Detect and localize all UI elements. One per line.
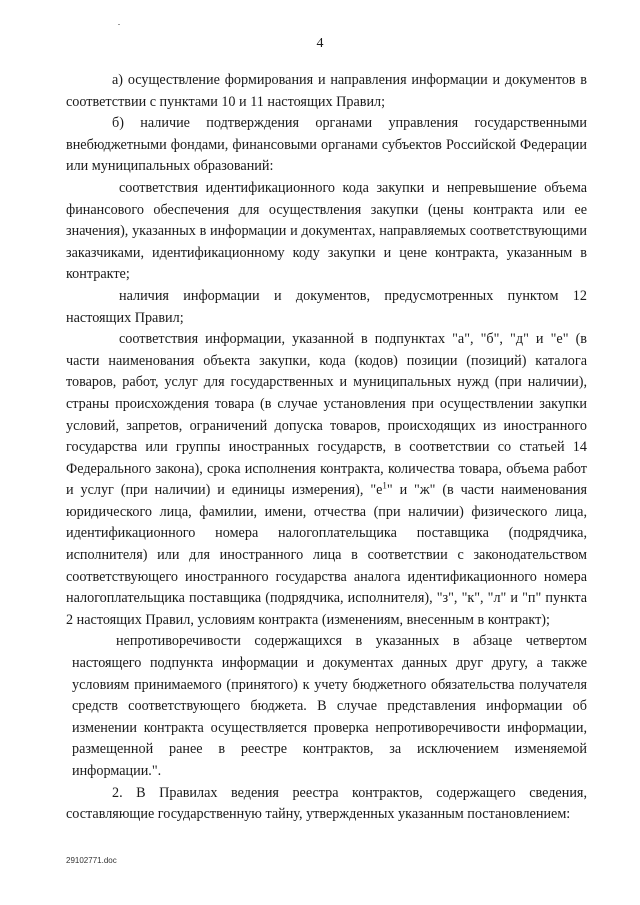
paragraph-code-check: соответствия идентификационного кода закупки и непревышение объема финансового обеспечения для осуществления закупки (цены контракта или ее значения), указанных в информации и документах, направляемых соответствующими заказчиками, идентификационному коду закупки и цене контракта, указанным в контракте; [66,179,587,283]
file-name-footer: 29102771.doc [66,856,117,865]
paragraph-information-check [66,329,587,631]
page-number: 4 [316,36,324,51]
paragraph-information-check-part2: " и "ж" (в части наименования юридического лица, фамилии, имени, отчества (при наличии) физического лица, идентификационного номера налогоплательщика поставщика (подрядчика, исполнителя) или для иностранного лица в соответствии с законодательством соответствующего иностранного государства аналога идентификационного номера налогоплательщика поставщика (подрядчика, исполнителя), "з", "к", "л" и "п" пункта 2 настоящих Правил, условиям контракта (изменениям, внесенным в контракт); [66,482,587,628]
paragraph-documents-check: наличия информации и документов, предусмотренных пунктом 12 настоящих Правил; [66,287,587,326]
paragraph-a: а) осуществление формирования и направления информации и документов в соответствии с пунктами 10 и 11 настоящих Правил; [66,72,587,110]
document-body [66,70,587,826]
scan-speck [118,24,120,25]
paragraph-section-2: 2. В Правилах ведения реестра контрактов, содержащего сведения, составляющие государственную тайну, утвержденных указанным постановлением: [66,784,587,823]
paragraph-consistency-check: непротиворечивости содержащихся в указанных в абзаце четвертом настоящего подпункта информации и документах данных друг другу, а также условиям принимаемого (принятого) к учету бюджетного обязательства получателя средств соответствующего бюджета. В случае представления информации об изменении контракта осуществляется проверка непротиворечивости информации, размещенной ранее в реестре контрактов, за исключением изменяемой информации.". [72,633,587,779]
paragraph-b: б) наличие подтверждения органами управления государственными внебюджетными фондами, финансовыми органами субъектов Российской Федерации или муниципальных образований: [66,115,587,175]
paragraph-information-check-part1: соответствия информации, указанной в подпунктах "а", "б", "д" и "е" (в части наименования объекта закупки, кода (кодов) позиции (позиций) каталога товаров, работ, услуг для государственных и муниципальных нужд (при наличии), страны происхождения товара (в случае установления при осуществлении закупки условий, запретов, ограничений допуска товаров, происходящих из иностранного государства или группы иностранных государств, в соответствии со статьей 14 Федерального закона), срока исполнения контракта, количества товара, объема работ и услуг (при наличии) и единицы измерения), "е [66,331,587,499]
superscript-one: 1 [382,480,387,491]
